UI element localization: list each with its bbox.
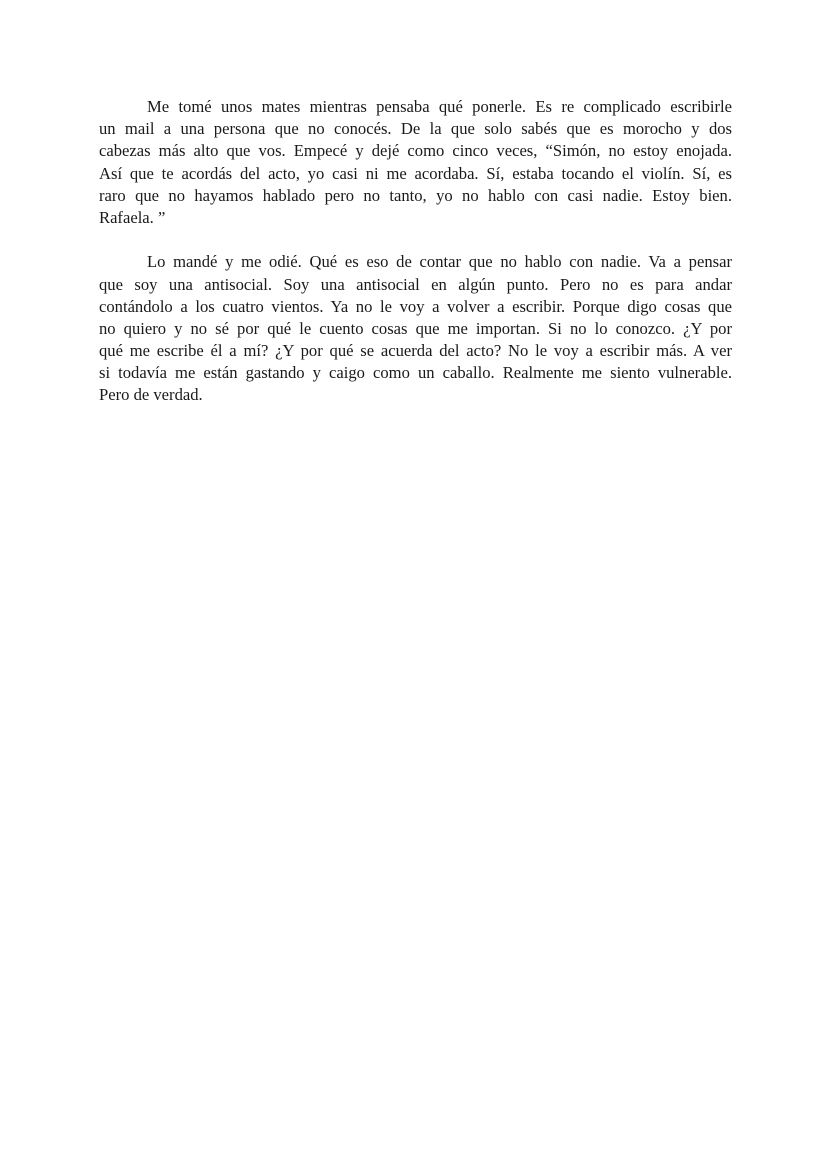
paragraph-2 <box>99 251 732 406</box>
paragraph-line: Me tomé unos mates mientras pensaba qué ponerle. Es re complicado escribirle <box>147 97 732 116</box>
paragraph-1 <box>99 96 732 229</box>
paragraph-line: Rafaela. ” <box>99 207 166 227</box>
paragraph-line: Pero de verdad. <box>99 385 203 405</box>
paragraph-line: cabezas más alto que vos. Empecé y dejé como cinco veces, “Simón, no estoy enojada. <box>99 141 732 161</box>
paragraph-line: qué me escribe él a mí? ¿Y por qué se acuerda del acto? No le voy a escribir más. A ver <box>99 341 732 361</box>
paragraph-line: Lo mandé y me odié. Qué es eso de contar que no hablo con nadie. Va a pensar <box>147 252 732 272</box>
paragraph-line: un mail a una persona que no conocés. De la que solo sabés que es morocho y dos <box>99 119 732 139</box>
paragraph-line: Así que te acordás del acto, yo casi ni me acordaba. Sí, estaba tocando el violín. Sí, es <box>99 163 732 183</box>
document-body <box>99 96 732 407</box>
paragraph-line: contándolo a los cuatro vientos. Ya no le voy a volver a escribir. Porque digo cosas que <box>99 296 732 316</box>
paragraph-line: si todavía me están gastando y caigo como un caballo. Realmente me siento vulnerable. <box>99 363 732 383</box>
paragraph-line: raro que no hayamos hablado pero no tanto, yo no hablo con casi nadie. Estoy bien. <box>99 185 732 205</box>
paragraph-line: que soy una antisocial. Soy una antisocial en algún punto. Pero no es para andar <box>99 274 732 294</box>
paragraph-line: no quiero y no sé por qué le cuento cosas que me importan. Si no lo conozco. ¿Y por <box>99 318 732 338</box>
